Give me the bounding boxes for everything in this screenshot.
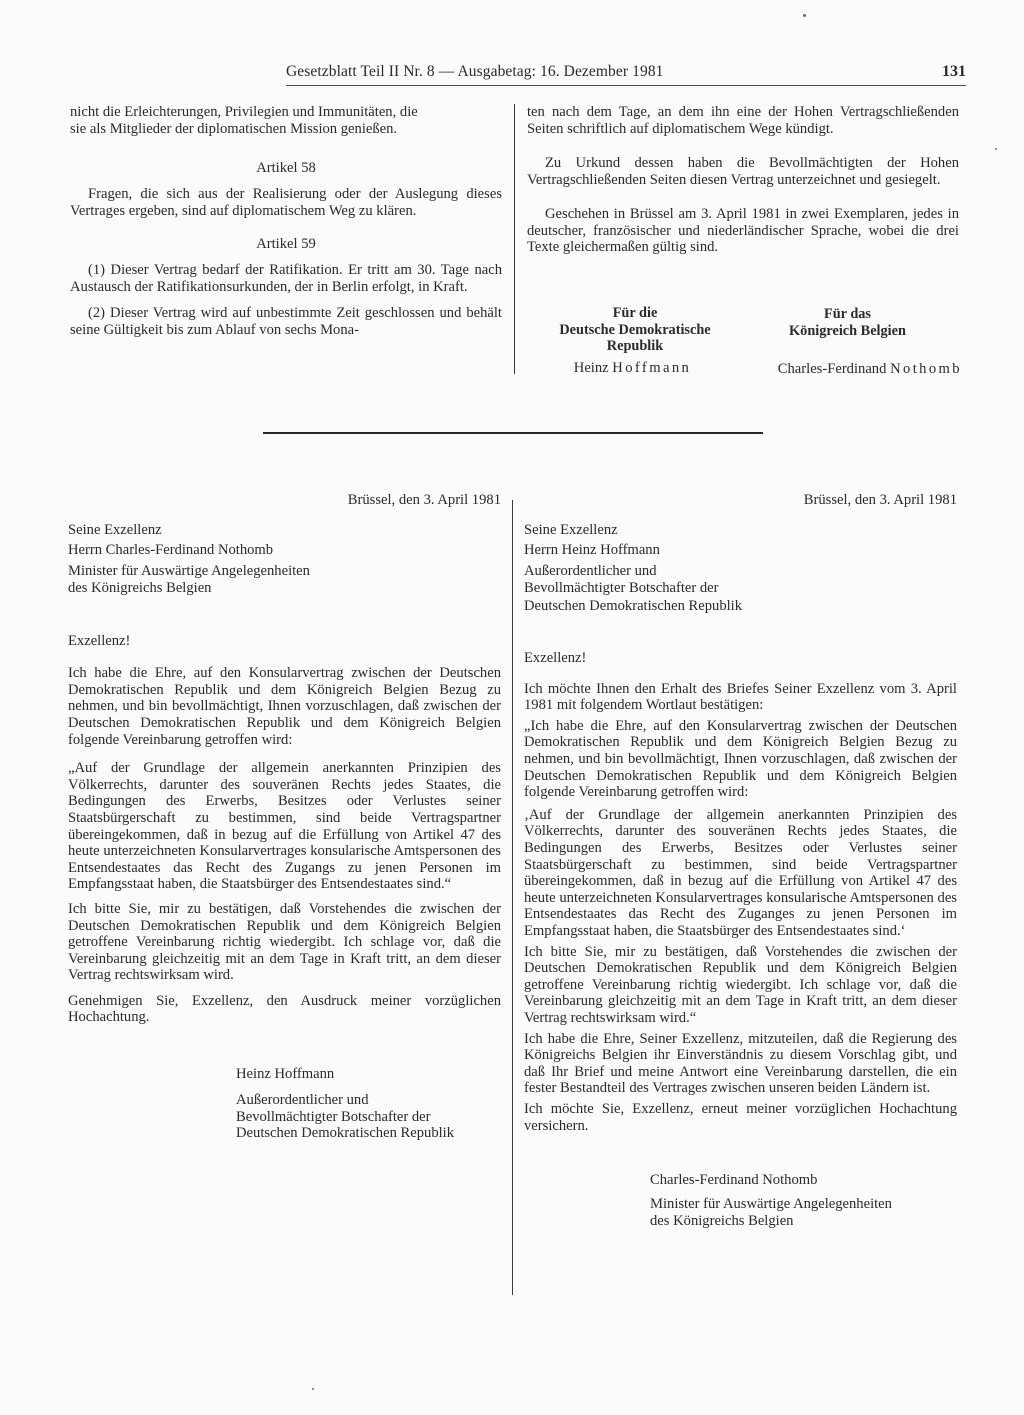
letter-right-address (524, 522, 957, 616)
signature-right-line-2: Königreich Belgien (789, 322, 906, 339)
letter-left (68, 492, 501, 1142)
letter-right-paragraph-2: „Ich habe die Ehre, auf den Konsularvertrag zwischen der Deutschen Demokratischen Republik und dem Königreich Belgien Bezug zu nehmen, und bin bevollmächtigt, Ihnen vorzuschlagen, daß zwischen der Deutschen Demokratischen Republik und dem Königreich Belgien folgende Vereinbarung getroffen wird: (524, 717, 957, 801)
letter-right-signature-line-1: Minister für Auswärtige Angelegenheiten (650, 1195, 892, 1212)
signature-heading-left (530, 305, 740, 355)
letter-right-signature (650, 1172, 957, 1229)
letter-right-address-line-4: Bevollmächtigter Botschafter der (524, 580, 719, 597)
letter-left-address-line-2: Herrn Charles-Ferdinand Nothomb (68, 542, 274, 559)
letter-right-paragraph-3: ‚Auf der Grundlage der allgemein anerkannten Prinzipien des Völkerrechts, darunter des souveränen Rechts jedes Staates, die Bedingungen des Erwerbs, Besitzes oder Verlustes seiner Staatsbürgerschaft zu bestimmen, sind beide Vertragspartner übereingekommen, daß in bezug auf die Erfüllung von Artikel 47 des heute unterzeichneten Konsularvertrages konsularische Amtspersonen des Entsendestaates das Recht des Zuganges zu jenen Personen im Empfangsstaat haben, die Staatsbürger des Entsendestaates sind.‘ (524, 806, 957, 939)
signatory-left-last-name: Hoffmann (612, 360, 692, 376)
column-divider-bottom (512, 500, 513, 1295)
article-58-heading: Artikel 58 (256, 159, 316, 176)
continuation-text: ten nach dem Tage, an dem ihn eine der Hohen Vertragschließenden Seiten schriftlich auf diplomatischem Wege kündigt. (527, 104, 959, 137)
letter-right-paragraph-4: Ich bitte Sie, mir zu bestätigen, daß Vorstehendes die zwischen der Deutschen Demokratischen Republik und dem Königreich Belgien getroffene Vereinbarung richtig wiedergibt. Ich schlage vor, daß die Vereinbarung gleichzeitig mit an dem Tage in Kraft tritt, an dem dieser Vertrag rechtswirksam wird.“ (524, 943, 957, 1026)
letter-left-address-line-3: Minister für Auswärtige Angelegenheiten (68, 562, 310, 579)
letter-left-signature (236, 1066, 501, 1142)
letter-left-date: Brüssel, den 3. April 1981 (347, 492, 501, 508)
article-59-heading: Artikel 59 (256, 235, 316, 252)
letter-right-paragraph-1: Ich möchte Ihnen den Erhalt des Briefes Seiner Exzellenz vom 3. April 1981 mit folgendem Wortlaut bestätigen: (524, 680, 957, 714)
signatory-left (540, 360, 725, 377)
letter-right-address-line-2: Herrn Heinz Hoffmann (524, 542, 660, 559)
letter-left-signature-line-1: Außerordentlicher und (236, 1091, 369, 1108)
letter-left-salutation: Exzellenz! (68, 632, 131, 649)
letter-right-paragraph-6: Ich möchte Sie, Exzellenz, erneut meiner vorzüglichen Hochachtung versichern. (524, 1100, 957, 1134)
letter-right-address-line-5: Deutschen Demokratischen Republik (524, 597, 743, 614)
signature-heading-right (740, 306, 955, 339)
letter-right-date: Brüssel, den 3. April 1981 (803, 492, 957, 508)
letter-left-paragraph-3: Ich bitte Sie, mir zu bestätigen, daß Vorstehendes die zwischen der Deutschen Demokratischen Republik und dem Königreich Belgien getroffene Vereinbarung richtig wiedergibt. Ich schlage vor, daß die Vereinbarung gleichzeitig mit an dem Tage in Kraft tritt, an dem dieser Vertrag rechtswirksam wird. (68, 900, 501, 984)
letter-left-signature-line-2: Bevollmächtigter Botschafter der (236, 1108, 431, 1125)
letter-right-paragraph-5: Ich habe die Ehre, Seiner Exzellenz, mitzuteilen, daß die Regierung des Königreichs Belgien ihr Einverständnis zu diesem Vorschlag gibt, und daß Ihr Brief und meine Antwort eine Vereinbarung darstellen, die ein fester Bestandteil des Vertrages zwischen unseren beiden Ländern ist. (524, 1030, 957, 1097)
letter-right-address-line-1: Seine Exzellenz (524, 521, 618, 538)
letter-right (524, 492, 957, 1230)
treaty-column-left (70, 104, 502, 339)
scan-speck (803, 14, 806, 17)
signatory-right-last-name: Nothomb (890, 361, 962, 377)
header-title: Gesetzblatt Teil II Nr. 8 — Ausgabetag: 16. Dezember 1981 (286, 63, 664, 80)
letter-right-signature-name: Charles-Ferdinand Nothomb (650, 1172, 818, 1189)
signature-left-line-2: Deutsche Demokratische (559, 321, 711, 338)
signing-text: Geschehen in Brüssel am 3. April 1981 in zwei Exemplaren, jedes in deutscher, französischer und niederländischer Sprache, wobei die drei Texte gleichermaßen gültig sind. (527, 205, 959, 256)
witness-text: Zu Urkund dessen haben die Bevollmächtigten der Hohen Vertragschließenden Seiten diesen Vertrag unterzeichnet und gesiegelt. (527, 154, 959, 188)
letter-right-salutation: Exzellenz! (524, 650, 587, 667)
intro-line-2: sie als Mitglieder der diplomatischen Mission genießen. (70, 120, 398, 137)
letter-left-paragraph-2: „Auf der Grundlage der allgemein anerkannten Prinzipien des Völkerrechts, darunter des souveränen Rechts jedes Staates, die Bedingungen des Erwerbs, Besitzes oder Verlustes seiner Staatsbürgerschaft zu bestimmen, sind beide Vertragspartner übereingekommen, daß in bezug auf die Erfüllung von Artikel 47 des heute unterzeichneten Konsularvertrages konsularische Amtspersonen des Entsendestaates das Recht des Zugangs zu jenen Personen im Empfangsstaat haben, die Staatsbürger des Entsendestaates sind.“ (68, 760, 501, 893)
signatory-left-first-name: Heinz (573, 360, 609, 376)
signature-right-line-1: Für das (823, 306, 871, 322)
column-divider-top (514, 104, 515, 374)
letter-left-signature-line-3: Deutschen Demokratischen Republik (236, 1125, 455, 1142)
article-59-paragraph-1: (1) Dieser Vertrag bedarf der Ratifikation. Er tritt am 30. Tage nach Austausch der Ratifikationsurkunden, der in Berlin erfolgt, in Kraft. (70, 262, 502, 296)
page-header (286, 63, 966, 86)
letter-left-address-line-1: Seine Exzellenz (68, 521, 162, 538)
letter-left-signature-name: Heinz Hoffmann (236, 1066, 335, 1083)
letter-left-paragraph-4: Genehmigen Sie, Exzellenz, den Ausdruck meiner vorzüglichen Hochachtung. (68, 992, 501, 1026)
letter-right-signature-line-2: des Königreichs Belgien (650, 1212, 794, 1229)
scan-speck (995, 148, 997, 150)
article-58-text: Fragen, die sich aus der Realisierung oder der Auslegung dieses Vertrages ergeben, sind auf diplomatischem Weg zu klären. (70, 185, 502, 219)
signatory-right-first-name: Charles-Ferdinand (777, 361, 887, 377)
letter-left-paragraph-1: Ich habe die Ehre, auf den Konsularvertrag zwischen der Deutschen Demokratischen Republik und dem Königreich Belgien Bezug zu nehmen, und bin bevollmächtigt, Ihnen vorzuschlagen, daß zwischen der Deutschen Demokratischen Republik und dem Königreich Belgien folgende Vereinbarung getroffen wird: (68, 665, 501, 748)
letter-left-address-line-4: des Königreichs Belgien (68, 580, 212, 597)
signatory-right (730, 361, 962, 378)
scan-speck (312, 1388, 314, 1390)
signature-left-line-1: Für die (612, 305, 658, 321)
page-number: 131 (942, 63, 966, 80)
article-59-paragraph-2: (2) Dieser Vertrag wird auf unbestimmte Zeit geschlossen und behält seine Gültigkeit bis zum Ablauf von sechs Mona- (70, 305, 502, 339)
intro-line-1: nicht die Erleichterungen, Privilegien und Immunitäten, die (70, 104, 418, 120)
treaty-column-right (527, 104, 959, 256)
signature-left-line-3: Republik (606, 338, 664, 354)
letter-left-address (68, 522, 501, 598)
letter-right-address-line-3: Außerordentlicher und (524, 562, 657, 579)
section-separator (263, 432, 763, 434)
